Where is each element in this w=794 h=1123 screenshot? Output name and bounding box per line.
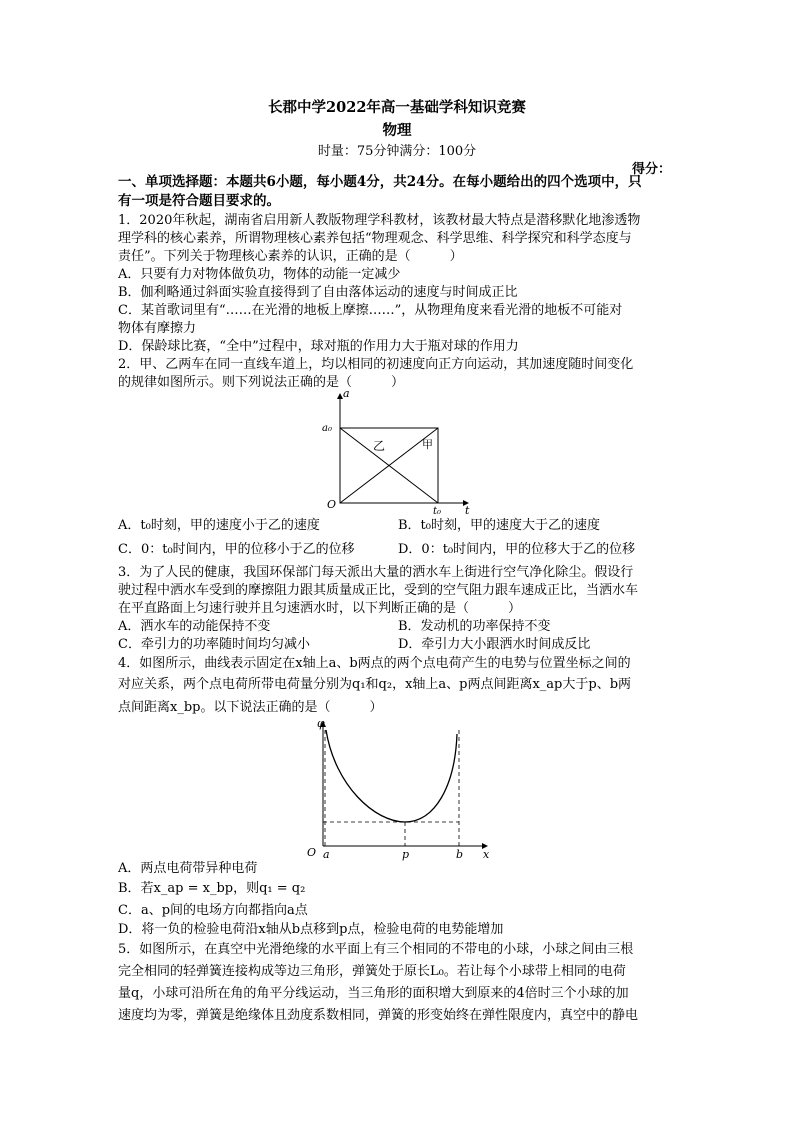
q3-option-b: B．发动机的功率保持不变 [398, 619, 551, 634]
q2-label-yi: 乙 [373, 439, 386, 453]
q1-option-b: B．伽利略通过斜面实验直接得到了自由落体运动的速度与时间成正比 [118, 285, 518, 300]
q4-stem-line2: 对应关系，两个点电荷所带电荷量分别为q₁和q₂，x轴上a、p两点间距离x_ap大于p、b两 [118, 677, 632, 692]
q4-label-origin: O [307, 846, 317, 859]
q2-option-b: B．t₀时刻，甲的速度大于乙的速度 [398, 518, 600, 533]
q2-option-d: D．0：t₀时间内，甲的位移大于乙的位移 [398, 542, 636, 557]
q4-label-b: b [456, 848, 464, 861]
q5-stem-line4: 速度均为零，弹簧是绝缘体且劲度系数相同，弹簧的形变始终在弹性限度内，真空中的静电 [118, 1008, 639, 1023]
q2-label-t: t [465, 504, 470, 514]
q3-option-a: A．洒水车的动能保持不变 [118, 619, 271, 634]
q1-option-c-line2: 物体有摩擦力 [118, 321, 197, 336]
q1-stem-line2: 理学科的核心素养，所谓物理核心素养包括“物理观念、科学思维、科学探究和科学态度与 [118, 231, 632, 246]
time-info: 时量：75分钟满分：100分 [317, 144, 477, 159]
q3-option-d: D．牵引力大小跟洒水时间成反比 [398, 637, 591, 652]
q2-stem-line2: 的规律如图所示。则下列说法正确的是（ ） [118, 375, 405, 390]
q3-stem-line2: 驶过程中洒水车受到的摩擦阻力跟其质量成正比，受到的空气阻力跟车速成正比，当洒水车 [118, 583, 639, 598]
q1-option-d: D．保龄球比赛，“全中”过程中，球对瓶的作用力大于瓶对球的作用力 [118, 339, 519, 354]
q3-stem-line1: 3．为了人民的健康，我国环保部门每天派出大量的洒水车上街进行空气净化除尘。假设行 [118, 565, 634, 580]
q2-label-t0: t₀ [433, 506, 442, 514]
q4-label-x: x [483, 848, 490, 861]
q2-stem-line1: 2．甲、乙两车在同一直线车道上，均以相同的初速度向正方向运动，其加速度随时间变化 [118, 357, 634, 372]
subject-title: 物理 [382, 122, 412, 139]
q4-label-phi: φ [317, 717, 325, 730]
q5-stem-line3: 量q，小球可沿所在角的角平分线运动，当三角形的面积增大到原来的4倍时三个小球的加 [118, 986, 629, 1001]
q4-potential-curve [326, 730, 457, 822]
section-heading-line2: 有一项是符合题目要求的。 [118, 193, 280, 209]
q4-potential-graph [305, 716, 495, 862]
q4-stem-line1: 4．如图所示，曲线表示固定在x轴上a、b两点的两个点电荷产生的电势与位置坐标之间的 [118, 656, 631, 671]
q4-label-p: p [402, 848, 410, 861]
q5-stem-line1: 5．如图所示，在真空中光滑绝缘的水平面上有三个相同的不带电的小球，小球之间由三根 [118, 942, 634, 957]
q2-acceleration-graph [318, 388, 478, 514]
q4-option-b: B．若x_ap = x_bp，则q₁ = q₂ [118, 881, 306, 896]
q2-label-jia: 甲 [422, 438, 433, 451]
section-heading-line1: 一、单项选择题：本题共6小题，每小题4分，共24分。在每小题给出的四个选项中，只 [118, 174, 642, 190]
q1-stem-line1: 1．2020年秋起，湖南省启用新人教版物理学科教材，该教材最大特点是潜移默化地渗透物 [118, 213, 641, 228]
score-label: 得分： [632, 162, 672, 177]
q2-label-a0: a₀ [322, 423, 332, 434]
q4-option-c: C．a、p间的电场方向都指向a点 [118, 903, 308, 918]
q1-stem-line3: 责任”。下列关于物理核心素养的认识，正确的是（ ） [118, 249, 463, 264]
q2-option-c: C．0：t₀时间内，甲的位移小于乙的位移 [118, 542, 355, 557]
q4-stem-line3: 点间距离x_bp。以下说法正确的是（ ） [118, 700, 383, 715]
q1-option-c-line1: C．某首歌词里有“……在光滑的地板上摩擦……”，从物理角度来看光滑的地板不可能对 [118, 303, 623, 318]
q2-label-origin: O [327, 498, 337, 511]
q3-stem-line3: 在平直路面上匀速行驶并且匀速洒水时，以下判断正确的是（ ） [118, 601, 522, 616]
q2-label-a: a [343, 388, 350, 400]
q5-stem-line2: 完全相同的轻弹簧连接构成等边三角形，弹簧处于原长L₀。若让每个小球带上相同的电荷 [118, 964, 626, 979]
q4-option-a: A．两点电荷带异种电荷 [118, 861, 258, 876]
q3-option-c: C．牵引力的功率随时间均匀减小 [118, 637, 310, 652]
q1-option-a: A．只要有力对物体做负功，物体的动能一定减少 [118, 267, 401, 282]
q4-option-d: D．将一负的检验电荷沿x轴从b点移到p点，检验电荷的电势能增加 [118, 922, 504, 937]
exam-title: 长郡中学2022年高一基础学科知识竞赛 [268, 99, 526, 116]
q2-option-a: A．t₀时刻，甲的速度小于乙的速度 [118, 518, 320, 533]
q4-label-a: a [323, 848, 330, 861]
